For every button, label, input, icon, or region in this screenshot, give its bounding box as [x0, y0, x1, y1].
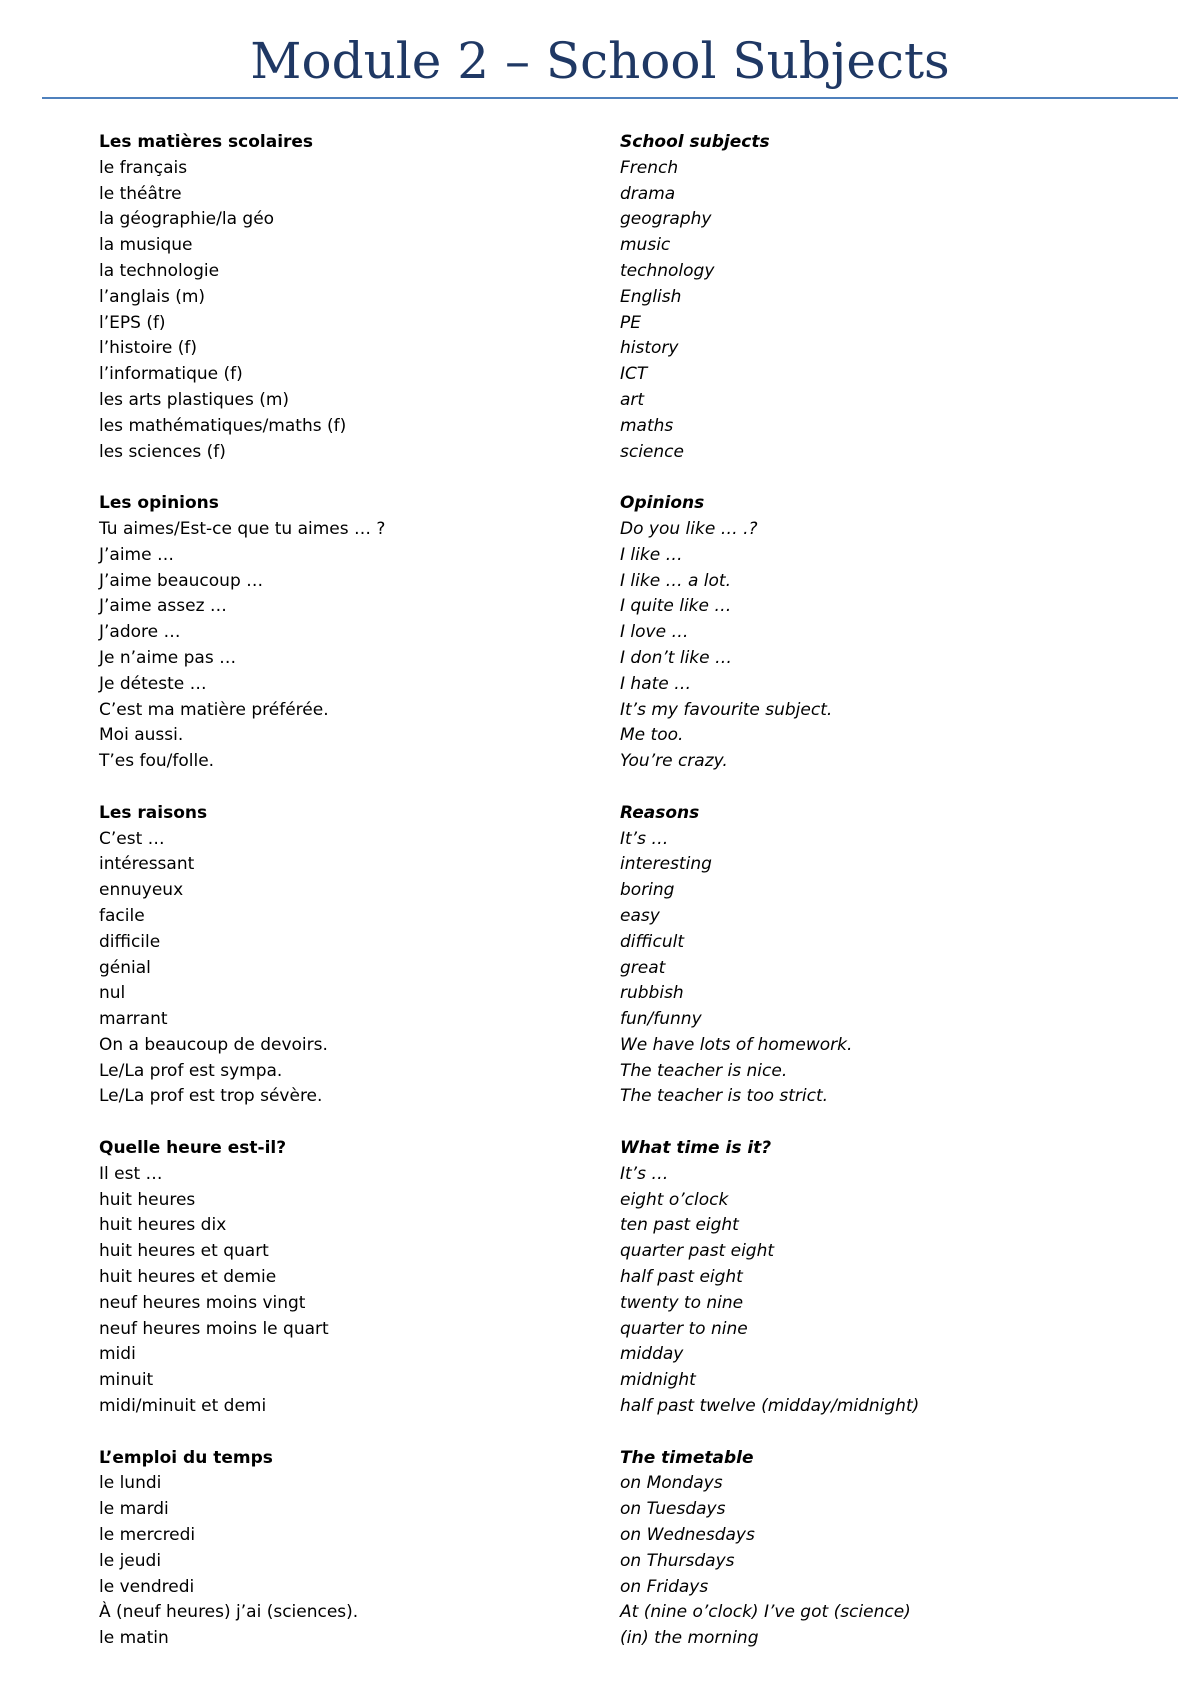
english-translation: great: [620, 957, 666, 978]
vocab-row: [99, 646, 1139, 672]
english-translation: It’s …: [620, 1163, 669, 1184]
section-heading: [99, 130, 1139, 156]
french-term: les arts plastiques (m): [99, 389, 290, 410]
english-translation: drama: [620, 183, 676, 204]
english-translation: I like … a lot.: [620, 570, 731, 591]
title-divider: [42, 97, 1178, 99]
french-term: les mathématiques/maths (f): [99, 415, 347, 436]
french-term: génial: [99, 957, 151, 978]
vocab-row: [99, 1059, 1139, 1085]
vocab-row: [99, 156, 1139, 182]
english-translation: ten past eight: [620, 1215, 739, 1236]
english-translation: difficult: [620, 931, 685, 952]
section-heading-english: The timetable: [620, 1447, 754, 1468]
vocab-row: [99, 285, 1139, 311]
vocab-row: [99, 723, 1139, 749]
french-term: nul: [99, 983, 126, 1004]
english-translation: easy: [620, 905, 660, 926]
english-translation: midnight: [620, 1370, 696, 1391]
french-term: le mercredi: [99, 1525, 196, 1546]
french-term: Le/La prof est trop sévère.: [99, 1086, 323, 1107]
vocab-row: [99, 1188, 1139, 1214]
english-translation: rubbish: [620, 983, 684, 1004]
french-term: la géographie/la géo: [99, 209, 275, 230]
english-translation: ICT: [620, 364, 648, 385]
english-translation: on Tuesdays: [620, 1499, 726, 1520]
english-translation: on Mondays: [620, 1473, 723, 1494]
section-heading: [99, 801, 1139, 827]
french-term: huit heures et demie: [99, 1267, 277, 1288]
english-translation: It’s …: [620, 828, 669, 849]
vocab-row: [99, 1033, 1139, 1059]
french-term: J’aime beaucoup …: [99, 570, 264, 591]
vocab-row: [99, 388, 1139, 414]
french-term: neuf heures moins vingt: [99, 1292, 306, 1313]
french-term: midi/minuit et demi: [99, 1396, 267, 1417]
vocab-row: [99, 569, 1139, 595]
vocab-row: [99, 1162, 1139, 1188]
french-term: J’aime …: [99, 544, 174, 565]
english-translation: It’s my favourite subject.: [620, 699, 833, 720]
page-title: Module 2 – School Subjects: [250, 32, 950, 90]
french-term: difficile: [99, 931, 161, 952]
vocab-row: [99, 1523, 1139, 1549]
english-translation: I don’t like …: [620, 647, 733, 668]
english-translation: half past twelve (midday/midnight): [620, 1396, 920, 1417]
vocab-row: [99, 1265, 1139, 1291]
french-term: C’est ma matière préférée.: [99, 699, 329, 720]
french-term: marrant: [99, 1009, 168, 1030]
vocab-row: [99, 981, 1139, 1007]
vocab-row: [99, 1342, 1139, 1368]
vocab-row: [99, 620, 1139, 646]
vocab-row: [99, 930, 1139, 956]
french-term: le lundi: [99, 1473, 162, 1494]
section-heading: [99, 1446, 1139, 1472]
english-translation: (in) the morning: [620, 1628, 759, 1649]
english-translation: quarter past eight: [620, 1241, 775, 1262]
vocab-section: [99, 130, 1139, 465]
french-term: le théâtre: [99, 183, 182, 204]
vocab-row: [99, 336, 1139, 362]
vocab-row: [99, 440, 1139, 466]
english-translation: technology: [620, 260, 715, 281]
english-translation: boring: [620, 880, 675, 901]
french-term: la technologie: [99, 260, 220, 281]
vocab-section: [99, 1446, 1139, 1652]
french-term: le vendredi: [99, 1576, 195, 1597]
french-term: huit heures dix: [99, 1215, 227, 1236]
french-term: minuit: [99, 1370, 154, 1391]
vocab-row: [99, 1007, 1139, 1033]
section-heading-english: Reasons: [620, 802, 700, 823]
french-term: C’est …: [99, 828, 165, 849]
english-translation: Do you like … .?: [620, 518, 758, 539]
french-term: l’histoire (f): [99, 338, 197, 359]
english-translation: music: [620, 235, 671, 256]
english-translation: French: [620, 157, 679, 178]
english-translation: science: [620, 441, 684, 462]
section-heading-french: Les matières scolaires: [99, 132, 314, 152]
french-term: J’aime assez …: [99, 596, 227, 617]
french-term: On a beaucoup de devoirs.: [99, 1034, 328, 1055]
vocab-row: [99, 827, 1139, 853]
section-heading-english: What time is it?: [620, 1138, 772, 1159]
english-translation: art: [620, 389, 645, 410]
french-term: Moi aussi.: [99, 725, 184, 746]
vocab-row: [99, 414, 1139, 440]
french-term: huit heures et quart: [99, 1241, 269, 1262]
french-term: neuf heures moins le quart: [99, 1318, 329, 1339]
french-term: les sciences (f): [99, 441, 226, 462]
english-translation: I quite like …: [620, 596, 732, 617]
english-translation: I like …: [620, 544, 683, 565]
section-heading-english: School subjects: [620, 132, 770, 152]
vocab-row: [99, 749, 1139, 775]
section-heading: [99, 1136, 1139, 1162]
vocab-row: [99, 362, 1139, 388]
french-term: l’informatique (f): [99, 364, 243, 385]
french-term: Tu aimes/Est-ce que tu aimes … ?: [99, 518, 386, 539]
english-translation: history: [620, 338, 679, 359]
vocab-row: [99, 1575, 1139, 1601]
vocab-row: [99, 904, 1139, 930]
vocab-section: [99, 1136, 1139, 1420]
french-term: le matin: [99, 1628, 169, 1649]
french-term: le jeudi: [99, 1550, 162, 1571]
french-term: ennuyeux: [99, 880, 184, 901]
section-heading-english: Opinions: [620, 493, 705, 514]
vocab-row: [99, 1213, 1139, 1239]
section-heading-french: Quelle heure est-il?: [99, 1138, 287, 1159]
english-translation: We have lots of homework.: [620, 1034, 853, 1055]
french-term: le mardi: [99, 1499, 169, 1520]
vocab-row: [99, 956, 1139, 982]
french-term: T’es fou/folle.: [99, 751, 215, 772]
english-translation: on Fridays: [620, 1576, 709, 1597]
french-term: Je n’aime pas …: [99, 647, 237, 668]
vocab-row: [99, 517, 1139, 543]
vocab-row: [99, 1394, 1139, 1420]
english-translation: PE: [620, 312, 641, 333]
french-term: Il est …: [99, 1163, 163, 1184]
english-translation: The teacher is too strict.: [620, 1086, 829, 1107]
english-translation: The teacher is nice.: [620, 1060, 788, 1081]
vocab-row: [99, 1368, 1139, 1394]
vocab-row: [99, 233, 1139, 259]
vocab-row: [99, 1549, 1139, 1575]
vocab-row: [99, 672, 1139, 698]
french-term: midi: [99, 1344, 136, 1365]
english-translation: on Thursdays: [620, 1550, 735, 1571]
english-translation: maths: [620, 415, 674, 436]
french-term: Le/La prof est sympa.: [99, 1060, 283, 1081]
vocab-row: [99, 311, 1139, 337]
vocab-row: [99, 1497, 1139, 1523]
english-translation: quarter to nine: [620, 1318, 748, 1339]
section-heading-french: Les opinions: [99, 493, 219, 514]
english-translation: geography: [620, 209, 712, 230]
vocab-row: [99, 698, 1139, 724]
vocab-row: [99, 1239, 1139, 1265]
vocab-row: [99, 1626, 1139, 1652]
french-term: l’EPS (f): [99, 312, 166, 333]
french-term: À (neuf heures) j’ai (sciences).: [99, 1602, 359, 1623]
english-translation: At (nine o’clock) I’ve got (science): [620, 1602, 911, 1623]
english-translation: midday: [620, 1344, 684, 1365]
english-translation: on Wednesdays: [620, 1525, 755, 1546]
vocab-row: [99, 259, 1139, 285]
french-term: la musique: [99, 235, 193, 256]
vocab-row: [99, 1084, 1139, 1110]
english-translation: I love …: [620, 622, 689, 643]
section-heading-french: L’emploi du temps: [99, 1447, 273, 1468]
vocab-row: [99, 1600, 1139, 1626]
english-translation: I hate …: [620, 673, 692, 694]
english-translation: fun/funny: [620, 1009, 702, 1030]
french-term: intéressant: [99, 854, 195, 875]
vocab-row: [99, 1291, 1139, 1317]
vocab-row: [99, 1317, 1139, 1343]
english-translation: half past eight: [620, 1267, 743, 1288]
english-translation: English: [620, 286, 682, 307]
vocabulary-list: [99, 130, 1139, 1678]
french-term: Je déteste …: [99, 673, 207, 694]
vocab-row: [99, 1471, 1139, 1497]
french-term: J’adore …: [99, 622, 181, 643]
french-term: facile: [99, 905, 145, 926]
french-term: le français: [99, 157, 188, 178]
english-translation: Me too.: [620, 725, 684, 746]
vocab-row: [99, 543, 1139, 569]
section-heading-french: Les raisons: [99, 802, 208, 823]
french-term: huit heures: [99, 1189, 196, 1210]
french-term: l’anglais (m): [99, 286, 206, 307]
english-translation: You’re crazy.: [620, 751, 728, 772]
vocab-row: [99, 878, 1139, 904]
vocab-section: [99, 801, 1139, 1111]
vocab-row: [99, 207, 1139, 233]
vocab-row: [99, 852, 1139, 878]
english-translation: twenty to nine: [620, 1292, 744, 1313]
vocab-row: [99, 182, 1139, 208]
english-translation: eight o’clock: [620, 1189, 729, 1210]
english-translation: interesting: [620, 854, 712, 875]
vocab-row: [99, 594, 1139, 620]
vocab-section: [99, 491, 1139, 775]
section-heading: [99, 491, 1139, 517]
